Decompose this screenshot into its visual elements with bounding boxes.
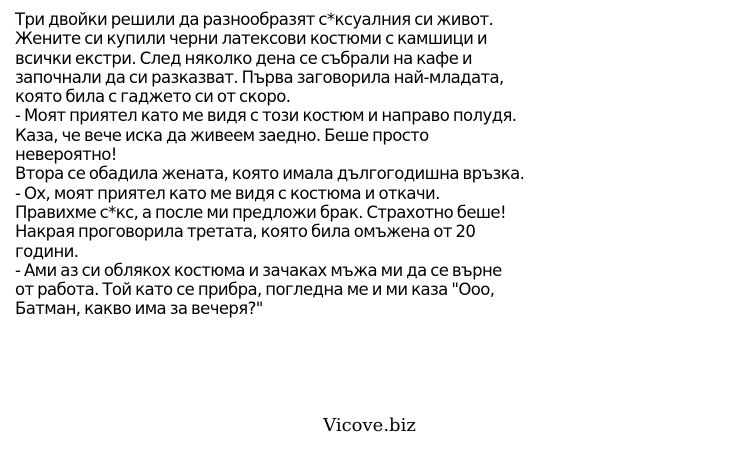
site-watermark: Vicove.biz	[323, 415, 416, 436]
joke-line: която била с гаджето си от скоро.	[15, 87, 291, 107]
joke-line: Три двойки решили да разнообразят с*ксуалния си живот.	[15, 10, 494, 29]
joke-line: - Ами аз си облякох костюма и зачаках мъжа ми да се върне	[15, 260, 502, 280]
joke-line: Накрая проговорила третата, която била омъжена от 20	[15, 222, 476, 242]
joke-line: Батман, какво има за вечеря?"	[15, 299, 263, 319]
joke-line: от работа. Той като се прибра, погледна ме и ми каза "Ооо,	[15, 280, 495, 300]
joke-line: невероятно!	[15, 145, 117, 165]
joke-line: - Моят приятел като ме видя с този костюм и направо полудя.	[15, 106, 517, 126]
joke-line: години.	[15, 241, 79, 261]
joke-line: Жените си купили черни латексови костюми с камшици и	[15, 29, 488, 49]
joke-line: - Ох, моят приятел като ме видя с костюма и откачи.	[15, 183, 440, 203]
joke-line: Правихме с*кс, а после ми предложи брак. Страхотно беше!	[15, 202, 506, 222]
joke-line: започнали да си разказват. Първа заговорила най-младата,	[15, 67, 504, 87]
joke-line: Каза, че вече иска да живеем заедно. Беше просто	[15, 125, 429, 145]
joke-text	[15, 10, 730, 319]
joke-line: Втора се обадила жената, която имала дългогодишна връзка.	[15, 164, 525, 184]
joke-line: всички екстри. След няколко дена се събрали на кафе и	[15, 48, 473, 68]
